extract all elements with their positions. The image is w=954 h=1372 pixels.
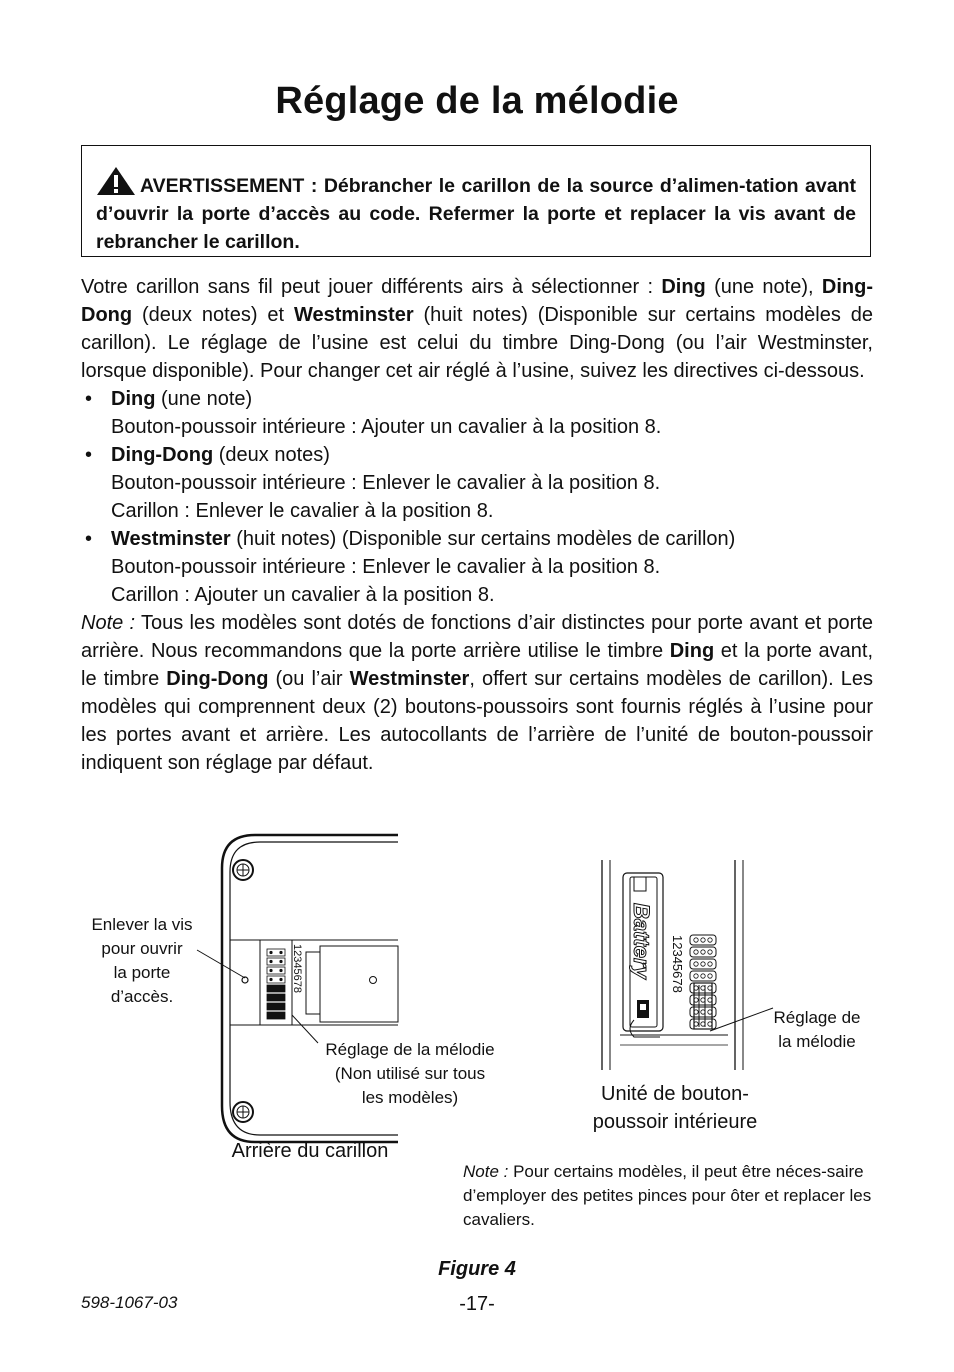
pin-dot <box>694 974 698 978</box>
page-title: Réglage de la mélodie <box>275 80 679 122</box>
intro-paragraph: Votre carillon sans fil peut jouer différents airs à sélectionner : Ding (une note), Ding-Dong (deux notes) et Westminster (huit notes) (Disponible sur certains modèles de carillon). Le réglage de l’usine est celui du timbre Ding-Dong (ou l’air Westminster, lorsque disponible). Pour changer cet air réglé à l’usine, suivez les directives ci-dessous. <box>81 276 873 382</box>
pin-dot <box>694 938 698 942</box>
doc-id: 598-1067-03 <box>81 1293 178 1312</box>
pushbutton-tune-label: Réglage de la mélodie <box>773 1008 861 1051</box>
warning-text: AVERTISSEMENT : Débrancher le carillon de la source d’alimen-tation avant d’ouvrir la porte d’accès au code. Refermer la porte et replacer la vis avant de rebrancher le carillon. <box>96 175 856 253</box>
page-number: -17- <box>459 1293 495 1315</box>
screw-label: Enlever la vis pour ouvrir la porte d’accès. <box>91 915 193 1006</box>
pin-dot <box>701 950 705 954</box>
pin-dot <box>708 938 712 942</box>
battery-text: Battery <box>629 903 654 979</box>
pin-dot <box>694 962 698 966</box>
bullet-westminster: • Westminster (huit notes) (Disponible sur certains modèles de carillon) Bouton-poussoir intérieure : Enlever le cavalier à la position 8. Carillon : Ajouter un cavalier à la position 8. <box>85 528 736 606</box>
body-text <box>81 273 873 777</box>
pin-dot <box>708 974 712 978</box>
warning-box <box>81 145 871 257</box>
pushbutton-digits: 12345678 <box>670 935 685 993</box>
bullet-ding-dong: • Ding-Dong (deux notes) Bouton-poussoir intérieure : Enlever le cavalier à la position 8. Carillon : Enlever le cavalier à la position 8. <box>85 444 661 522</box>
pushbutton-caption: Unité de bouton- poussoir intérieure <box>592 1083 758 1133</box>
chime-caption: Arrière du carillon <box>231 1140 389 1162</box>
pin-dot <box>701 938 705 942</box>
pin-dot <box>708 950 712 954</box>
note-paragraph: Note : Tous les modèles sont dotés de fonctions d’air distinctes pour porte avant et porte arrière. Nous recommandons que la porte arrière utilise le timbre Ding et la porte avant, le timbre Ding-Dong (ou l’air Westminster, offert sur certains modèles de carillon). Les modèles qui comprennent deux (2) boutons-poussoirs sont fournis réglés à l’usine pour les portes avant et arrière. Les autocollants de l’arrière de l’unité de bouton-poussoir indiquent son réglage par défaut. <box>81 612 874 774</box>
pin-dot <box>701 962 705 966</box>
warning-triangle-icon <box>96 166 136 196</box>
pin-dot <box>701 974 705 978</box>
pliers-note: Note : Pour certains modèles, il peut être néces-saire d’employer des petites pinces pour ôter et replacer les cavaliers. <box>463 1162 872 1229</box>
chime-tune-label: Réglage de la mélodie (Non utilisé sur tous les modèles) <box>325 1040 495 1107</box>
pin-dot <box>708 962 712 966</box>
bullet-ding: • Ding (une note) Bouton-poussoir intérieure : Ajouter un cavalier à la position 8. <box>85 388 662 438</box>
pin-dot <box>694 950 698 954</box>
figure-caption: Figure 4 <box>438 1258 516 1280</box>
chime-digits: 12345678 <box>291 944 303 993</box>
pushbutton-diagram <box>590 855 760 1075</box>
